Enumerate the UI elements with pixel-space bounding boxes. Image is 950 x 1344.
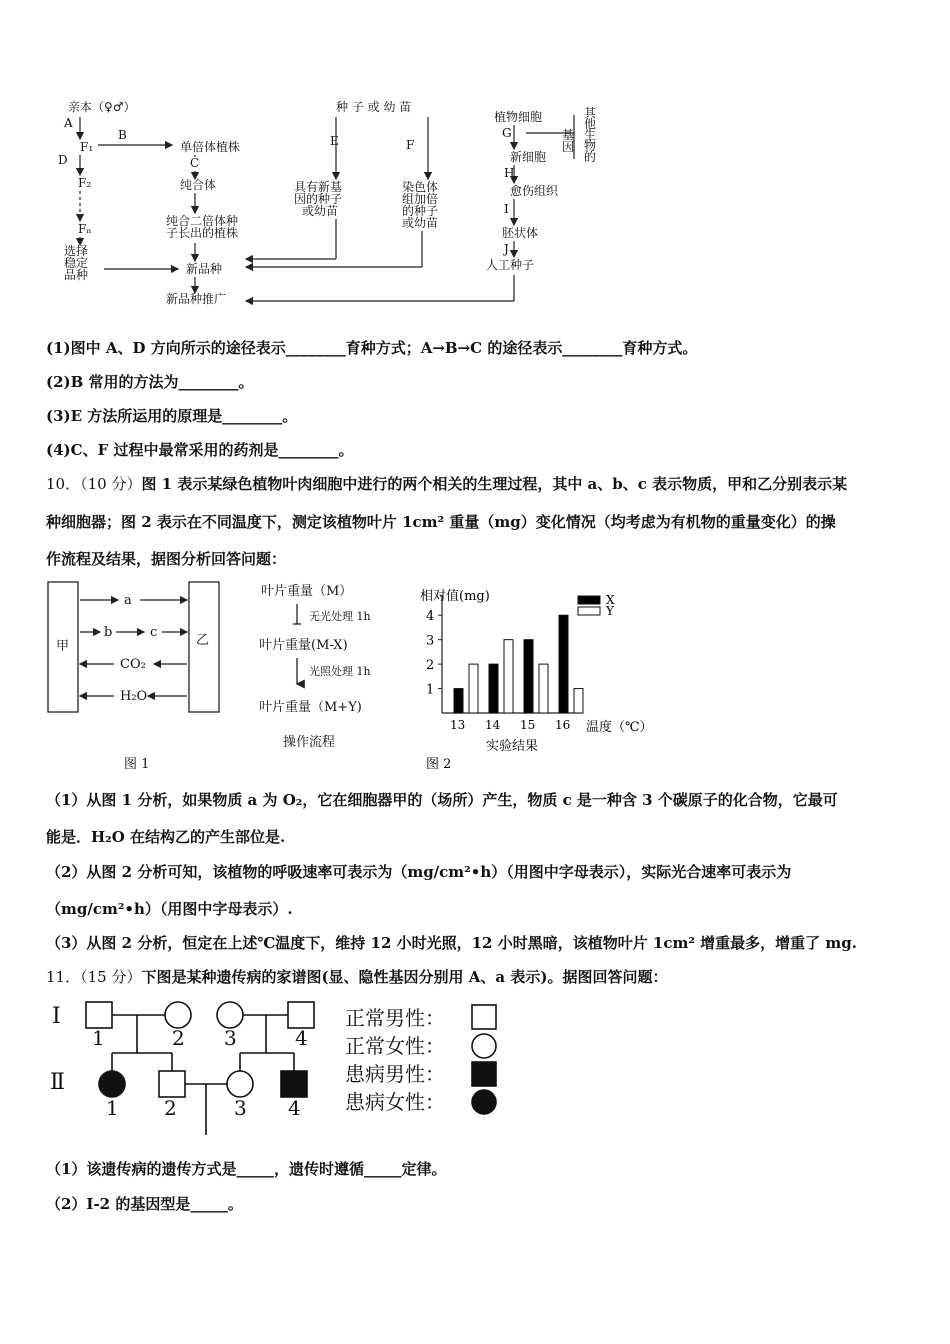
i4-number: 4 bbox=[295, 1026, 308, 1050]
other-org-4: 物 bbox=[584, 139, 597, 153]
select-1: 选择 bbox=[64, 244, 89, 258]
legend-swatch-X bbox=[578, 596, 600, 604]
q11-score: （15 分） bbox=[80, 968, 142, 986]
artificial-seed-label: 人工种子 bbox=[486, 258, 535, 272]
haploid-label: 单倍体植株 bbox=[180, 140, 241, 154]
flow-weight-m: 叶片重量（M） bbox=[261, 584, 353, 599]
flow-weight-m-y: 叶片重量（M+Y) bbox=[259, 700, 362, 715]
seed-top-label: 种 子 或 幼 苗 bbox=[336, 100, 412, 114]
substance-co2: CO₂ bbox=[120, 657, 146, 672]
flow-step-dark: 无光处理 1h bbox=[309, 610, 371, 623]
pedigree-i1-male bbox=[86, 1002, 112, 1028]
i2-number: 2 bbox=[172, 1026, 185, 1050]
label-h: H bbox=[504, 166, 515, 180]
substance-h2o: H₂O bbox=[120, 689, 148, 704]
q10-sub2a-text: （2）从图 2 分析可知，该植物的呼吸速率可表示为（mg/cm²•h）（用图中字母表示），实际光合速率可表示为 bbox=[46, 863, 792, 881]
q11-sub2 bbox=[46, 1193, 243, 1214]
pedigree-ii1-affected-female bbox=[99, 1071, 125, 1097]
q10-sub1b-text: 能是．H₂O 在结构乙的产生部位是. bbox=[46, 828, 286, 846]
bar-Y-15 bbox=[539, 664, 548, 713]
label-c: C bbox=[190, 156, 200, 170]
figure2-caption: 图 2 bbox=[426, 757, 452, 772]
bar-X-14 bbox=[489, 664, 498, 713]
label-f: F bbox=[406, 138, 415, 152]
chart-xtick-label: 16 bbox=[555, 718, 571, 732]
pedigree-chart bbox=[40, 995, 520, 1140]
q10-sub2b-text: （mg/cm²•h）（用图中字母表示）. bbox=[46, 900, 293, 918]
substance-a: a bbox=[124, 593, 132, 608]
q11-sub2-text: （2）Ⅰ-2 的基因型是_____。 bbox=[46, 1195, 243, 1213]
bar-Y-16 bbox=[574, 689, 583, 713]
gene-1: 基 bbox=[562, 128, 575, 142]
substance-b: b bbox=[104, 625, 113, 640]
q10-line2: 种细胞器；图 2 表示在不同温度下，测定该植物叶片 1cm² 重量（mg）变化情况（均考虑为有机物的重量变化）的操 bbox=[46, 513, 836, 531]
q10-line3: 作流程及结果，据图分析回答问题： bbox=[46, 550, 287, 568]
pedigree-ii4-affected-male bbox=[281, 1071, 307, 1097]
parent-label: 亲本（♀♂） bbox=[68, 100, 136, 114]
q9-sub1: (1)图中 A、D 方向所示的途径表示________育种方式；A→B→C 的途径表示________育种方式。 bbox=[46, 339, 698, 357]
legend-normal-male: 正常男性： bbox=[345, 1006, 445, 1030]
q11-text: 下图是某种遗传病的家谱图(显、隐性基因分别用 A、a 表示)。据图回答问题： bbox=[141, 968, 668, 986]
pedigree-i4-male bbox=[288, 1002, 314, 1028]
chart-ytick-label: 2 bbox=[426, 658, 435, 674]
pedigree-i2-female bbox=[165, 1002, 191, 1028]
chart-ytick-label: 3 bbox=[426, 633, 435, 649]
chart-xlabel: 温度（℃） bbox=[586, 720, 653, 735]
q9-sub2: (2)B 常用的方法为________。 bbox=[46, 373, 254, 391]
plant-cell-label: 植物细胞 bbox=[494, 110, 543, 124]
other-org-1: 其 bbox=[584, 106, 597, 120]
organelle-yi-label: 乙 bbox=[196, 633, 210, 648]
flow-caption: 操作流程 bbox=[283, 735, 336, 750]
q10-sub2a bbox=[46, 861, 791, 882]
pedigree-ii3-female bbox=[227, 1071, 253, 1097]
q11-heading bbox=[46, 966, 667, 987]
q9-sub3: (3)E 方法所运用的原理是________。 bbox=[46, 407, 298, 425]
figure1-caption: 图 1 bbox=[124, 757, 150, 772]
ii4-number: 4 bbox=[288, 1096, 301, 1120]
chart-ylabel: 相对值(mg) bbox=[420, 589, 490, 604]
generation-1-label: Ⅰ bbox=[52, 1004, 61, 1029]
bar-X-16 bbox=[559, 615, 568, 713]
legend-affected-female: 患病女性： bbox=[345, 1090, 445, 1114]
legend-square-filled bbox=[472, 1062, 496, 1086]
chart-xtick-label: 15 bbox=[520, 718, 536, 732]
operation-flow bbox=[255, 580, 405, 755]
select-2: 稳定 bbox=[64, 256, 89, 270]
label-b: B bbox=[118, 128, 127, 142]
chart-xtick-label: 14 bbox=[485, 718, 501, 732]
q11-sub1-text: （1）该遗传病的遗传方式是_____，遗传时遵循_____定律。 bbox=[46, 1160, 447, 1178]
organelle-jia-label: 甲 bbox=[56, 639, 70, 654]
gene-2: 因 bbox=[562, 140, 575, 154]
new-cell-label: 新细胞 bbox=[510, 150, 547, 164]
pedigree-ii2-male bbox=[159, 1071, 185, 1097]
chrom-2: 组加倍 bbox=[402, 192, 439, 206]
bar-X-15 bbox=[524, 640, 533, 713]
new-gene-3: 或幼苗 bbox=[302, 204, 339, 218]
q9-sub4: (4)C、F 过程中最常采用的药剂是________。 bbox=[46, 441, 354, 459]
figure1-organelles bbox=[44, 580, 234, 775]
new-variety-label: 新品种 bbox=[186, 262, 223, 276]
chrom-4: 或幼苗 bbox=[402, 216, 439, 230]
chart-xtick-label: 13 bbox=[450, 718, 466, 732]
pure-diploid-2: 子长出的植株 bbox=[166, 226, 239, 240]
legend-affected-male: 患病男性： bbox=[345, 1062, 445, 1086]
q11-sub1 bbox=[46, 1158, 446, 1179]
pedigree-i3-female bbox=[217, 1002, 243, 1028]
label-i: I bbox=[504, 202, 509, 216]
embryoid-label: 胚状体 bbox=[502, 226, 539, 240]
q10-sub1a-text: （1）从图 1 分析，如果物质 a 为 O₂，它在细胞器甲的（场所）产生，物质 c 是一种含 3 个碳原子的化合物，它最可 bbox=[46, 791, 838, 809]
figure2-chart bbox=[410, 578, 660, 778]
chart-ytick-label: 1 bbox=[426, 682, 435, 698]
bar-Y-13 bbox=[469, 664, 478, 713]
q10-heading bbox=[46, 473, 847, 494]
label-fn: Fₙ bbox=[78, 222, 92, 236]
legend-circle-open bbox=[472, 1034, 496, 1058]
select-3: 品种 bbox=[64, 268, 89, 282]
chart-title: 实验结果 bbox=[486, 739, 539, 754]
pure-diploid-1: 纯合二倍体种 bbox=[166, 214, 239, 228]
generation-2-label: Ⅱ bbox=[50, 1070, 65, 1095]
legend-square-open bbox=[472, 1005, 496, 1029]
chart-ytick-label: 4 bbox=[426, 609, 435, 625]
q10-sub3 bbox=[46, 932, 857, 953]
callus-label: 愈伤组织 bbox=[510, 184, 559, 198]
q10-sub1b bbox=[46, 826, 285, 847]
label-d: D bbox=[58, 153, 68, 167]
chart-bars bbox=[454, 615, 583, 713]
flow-weight-m-x: 叶片重量(M-X) bbox=[259, 638, 348, 653]
label-f1: F₁ bbox=[80, 140, 94, 154]
pure-label: 纯合体 bbox=[180, 178, 217, 192]
substance-c: c bbox=[150, 625, 158, 640]
new-gene-1: 具有新基 bbox=[294, 180, 343, 194]
chart-legend bbox=[578, 593, 615, 618]
chrom-3: 的种子 bbox=[402, 204, 439, 218]
flow-step-light: 光照处理 1h bbox=[309, 665, 371, 678]
legend-normal-female: 正常女性： bbox=[345, 1034, 445, 1058]
i3-number: 3 bbox=[224, 1026, 237, 1050]
q10-sub1a bbox=[46, 789, 838, 810]
q11-number: 11． bbox=[46, 968, 81, 986]
label-e: E bbox=[330, 134, 339, 148]
ii1-number: 1 bbox=[106, 1096, 119, 1120]
ii3-number: 3 bbox=[234, 1096, 247, 1120]
breeding-diagram bbox=[40, 95, 660, 315]
bar-X-13 bbox=[454, 689, 463, 713]
label-g: G bbox=[502, 126, 512, 140]
i1-number: 1 bbox=[92, 1026, 105, 1050]
label-j: J bbox=[504, 242, 509, 256]
other-org-5: 的 bbox=[584, 150, 597, 164]
legend-label-X: X bbox=[606, 593, 615, 607]
bar-Y-14 bbox=[504, 640, 513, 713]
legend-swatch-Y bbox=[578, 607, 600, 615]
q10-sub2b bbox=[46, 898, 293, 919]
label-f2: F₂ bbox=[78, 176, 92, 190]
label-a: A bbox=[64, 116, 73, 130]
ii2-number: 2 bbox=[164, 1096, 177, 1120]
chrom-1: 染色体 bbox=[402, 180, 439, 194]
legend-label-Y: Y bbox=[606, 604, 614, 618]
q10-score: （10 分） bbox=[80, 475, 142, 493]
legend-circle-filled bbox=[472, 1090, 496, 1114]
q10-line1: 图 1 表示某绿色植物叶肉细胞中进行的两个相关的生理过程，其中 a、b、c 表示物质，甲和乙分别表示某 bbox=[141, 475, 848, 493]
new-gene-2: 因的种子 bbox=[294, 192, 343, 206]
other-org-3: 生 bbox=[584, 128, 597, 142]
q10-sub3-text: （3）从图 2 分析，恒定在上述℃温度下，维持 12 小时光照，12 小时黑暗，该植物叶片 1cm² 增重最多，增重了 mg. bbox=[46, 934, 857, 952]
promote-label: 新品种推广 bbox=[166, 292, 227, 306]
other-org-2: 他 bbox=[584, 117, 597, 131]
q10-number: 10． bbox=[46, 475, 81, 493]
